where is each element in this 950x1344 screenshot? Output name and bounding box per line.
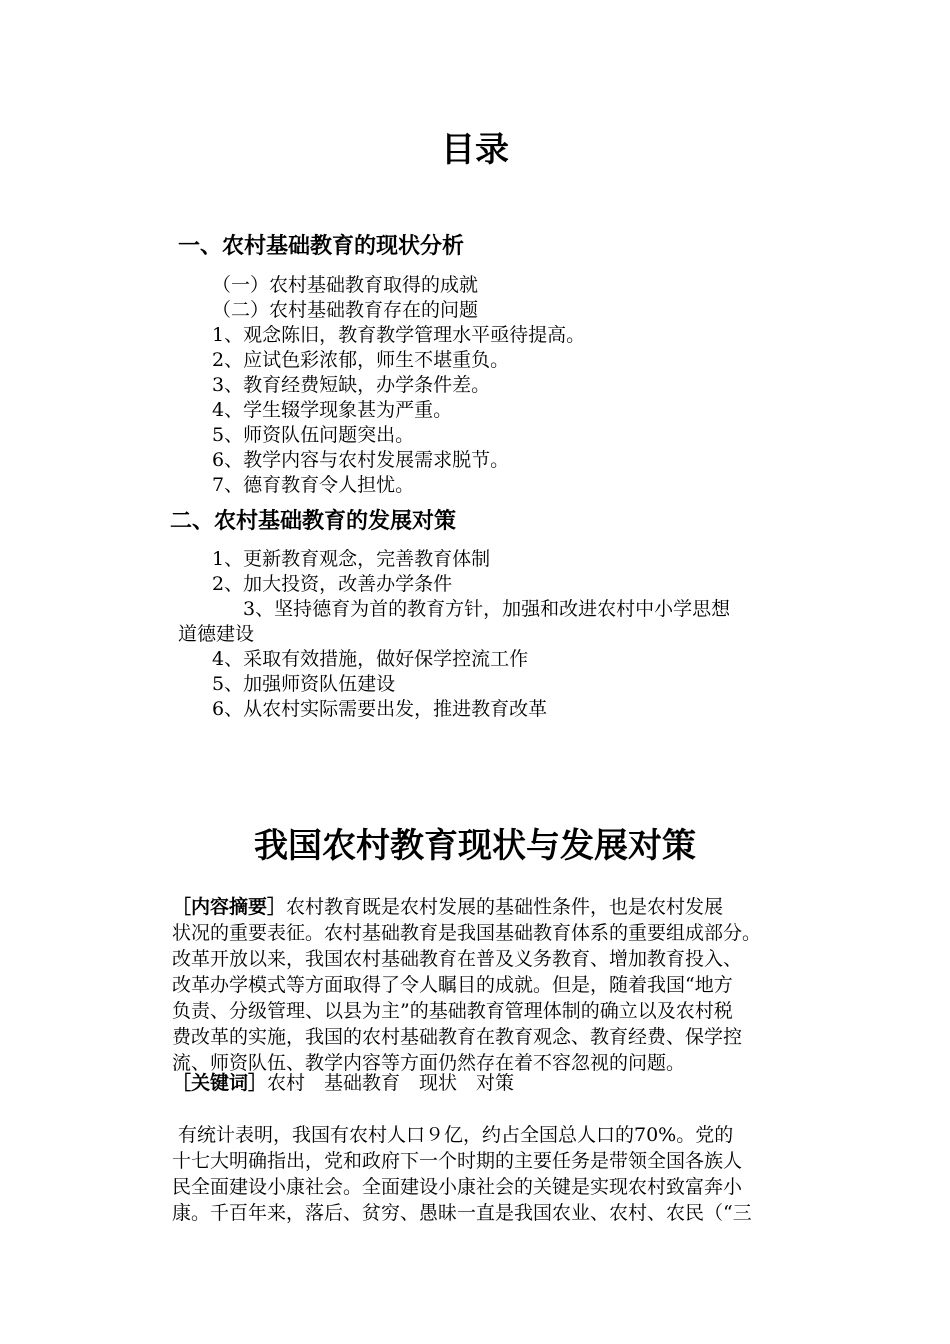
- toc-item: 1、更新教育观念，完善教育体制: [212, 548, 491, 570]
- abstract-line: 改革办学模式等方面取得了令人瞩目的成就。但是，随着我国“地方: [172, 974, 733, 996]
- toc-item-continuation: 道德建设: [178, 623, 255, 645]
- toc-item: 4、采取有效措施，做好保学控流工作: [212, 648, 529, 670]
- toc-item: 7、德育教育令人担忧。: [212, 474, 415, 496]
- toc-item: 1、观念陈旧，教育教学管理水平亟待提高。: [212, 324, 586, 346]
- toc-item: （二）农村基础教育存在的问题: [212, 299, 479, 321]
- toc-item: 5、加强师资队伍建设: [212, 673, 396, 695]
- toc-section-2-heading: 二、农村基础教育的发展对策: [170, 509, 457, 534]
- abstract-line: 状况的重要表征。农村基础教育是我国基础教育体系的重要组成部分。: [172, 922, 762, 944]
- article-title: 我国农村教育现状与发展对策: [254, 826, 696, 866]
- toc-item: 3、教育经费短缺，办学条件差。: [212, 374, 491, 396]
- toc-item: 6、教学内容与农村发展需求脱节。: [212, 449, 510, 471]
- toc-item: 2、应试色彩浓郁，师生不堪重负。: [212, 349, 510, 371]
- toc-item: （一）农村基础教育取得的成就: [212, 274, 479, 296]
- abstract-line: 改革开放以来，我国农村基础教育在普及义务教育、增加教育投入、: [172, 948, 743, 970]
- abstract-line: 负责、分级管理、以县为主”的基础教育管理体制的确立以及农村税: [172, 1000, 733, 1022]
- abstract-line: 农村教育既是农村发展的基础性条件，也是农村发展: [286, 896, 724, 918]
- body-line: 有统计表明，我国有农村人口９亿，约占全国总人口的70%。党的: [178, 1124, 734, 1146]
- toc-section-1-heading: 一、农村基础教育的现状分析: [178, 234, 465, 259]
- body-line: 十七大明确指出，党和政府下一个时期的主要任务是带领全国各族人: [172, 1150, 743, 1172]
- keywords-line: [172, 1070, 812, 1096]
- abstract-label: ［内容摘要］: [172, 896, 287, 918]
- keywords-text: 农村 基础教育 现状 对策: [267, 1072, 515, 1094]
- body-line: 康。千百年来，落后、贫穷、愚昧一直是我国农业、农村、农民（“三: [172, 1202, 752, 1224]
- toc-item: 3、坚持德育为首的教育方针，加强和改进农村中小学思想: [243, 598, 731, 620]
- abstract-line: 费改革的实施，我国的农村基础教育在教育观念、教育经费、保学控: [172, 1026, 743, 1048]
- toc-item: 2、加大投资，改善办学条件: [212, 573, 453, 595]
- abstract-line: 流、师资队伍、教学内容等方面仍然存在着不容忽视的问题。: [172, 1052, 686, 1074]
- toc-item: 4、学生辍学现象甚为严重。: [212, 399, 453, 421]
- abstract-paragraph: [172, 894, 812, 1076]
- toc-title: 目录: [441, 130, 509, 170]
- keywords-label: ［关键词］: [172, 1072, 268, 1094]
- body-paragraph: [172, 1122, 812, 1226]
- toc-item: 5、师资队伍问题突出。: [212, 424, 415, 446]
- toc-item: 6、从农村实际需要出发，推进教育改革: [212, 698, 548, 720]
- body-line: 民全面建设小康社会。全面建设小康社会的关键是实现农村致富奔小: [172, 1176, 743, 1198]
